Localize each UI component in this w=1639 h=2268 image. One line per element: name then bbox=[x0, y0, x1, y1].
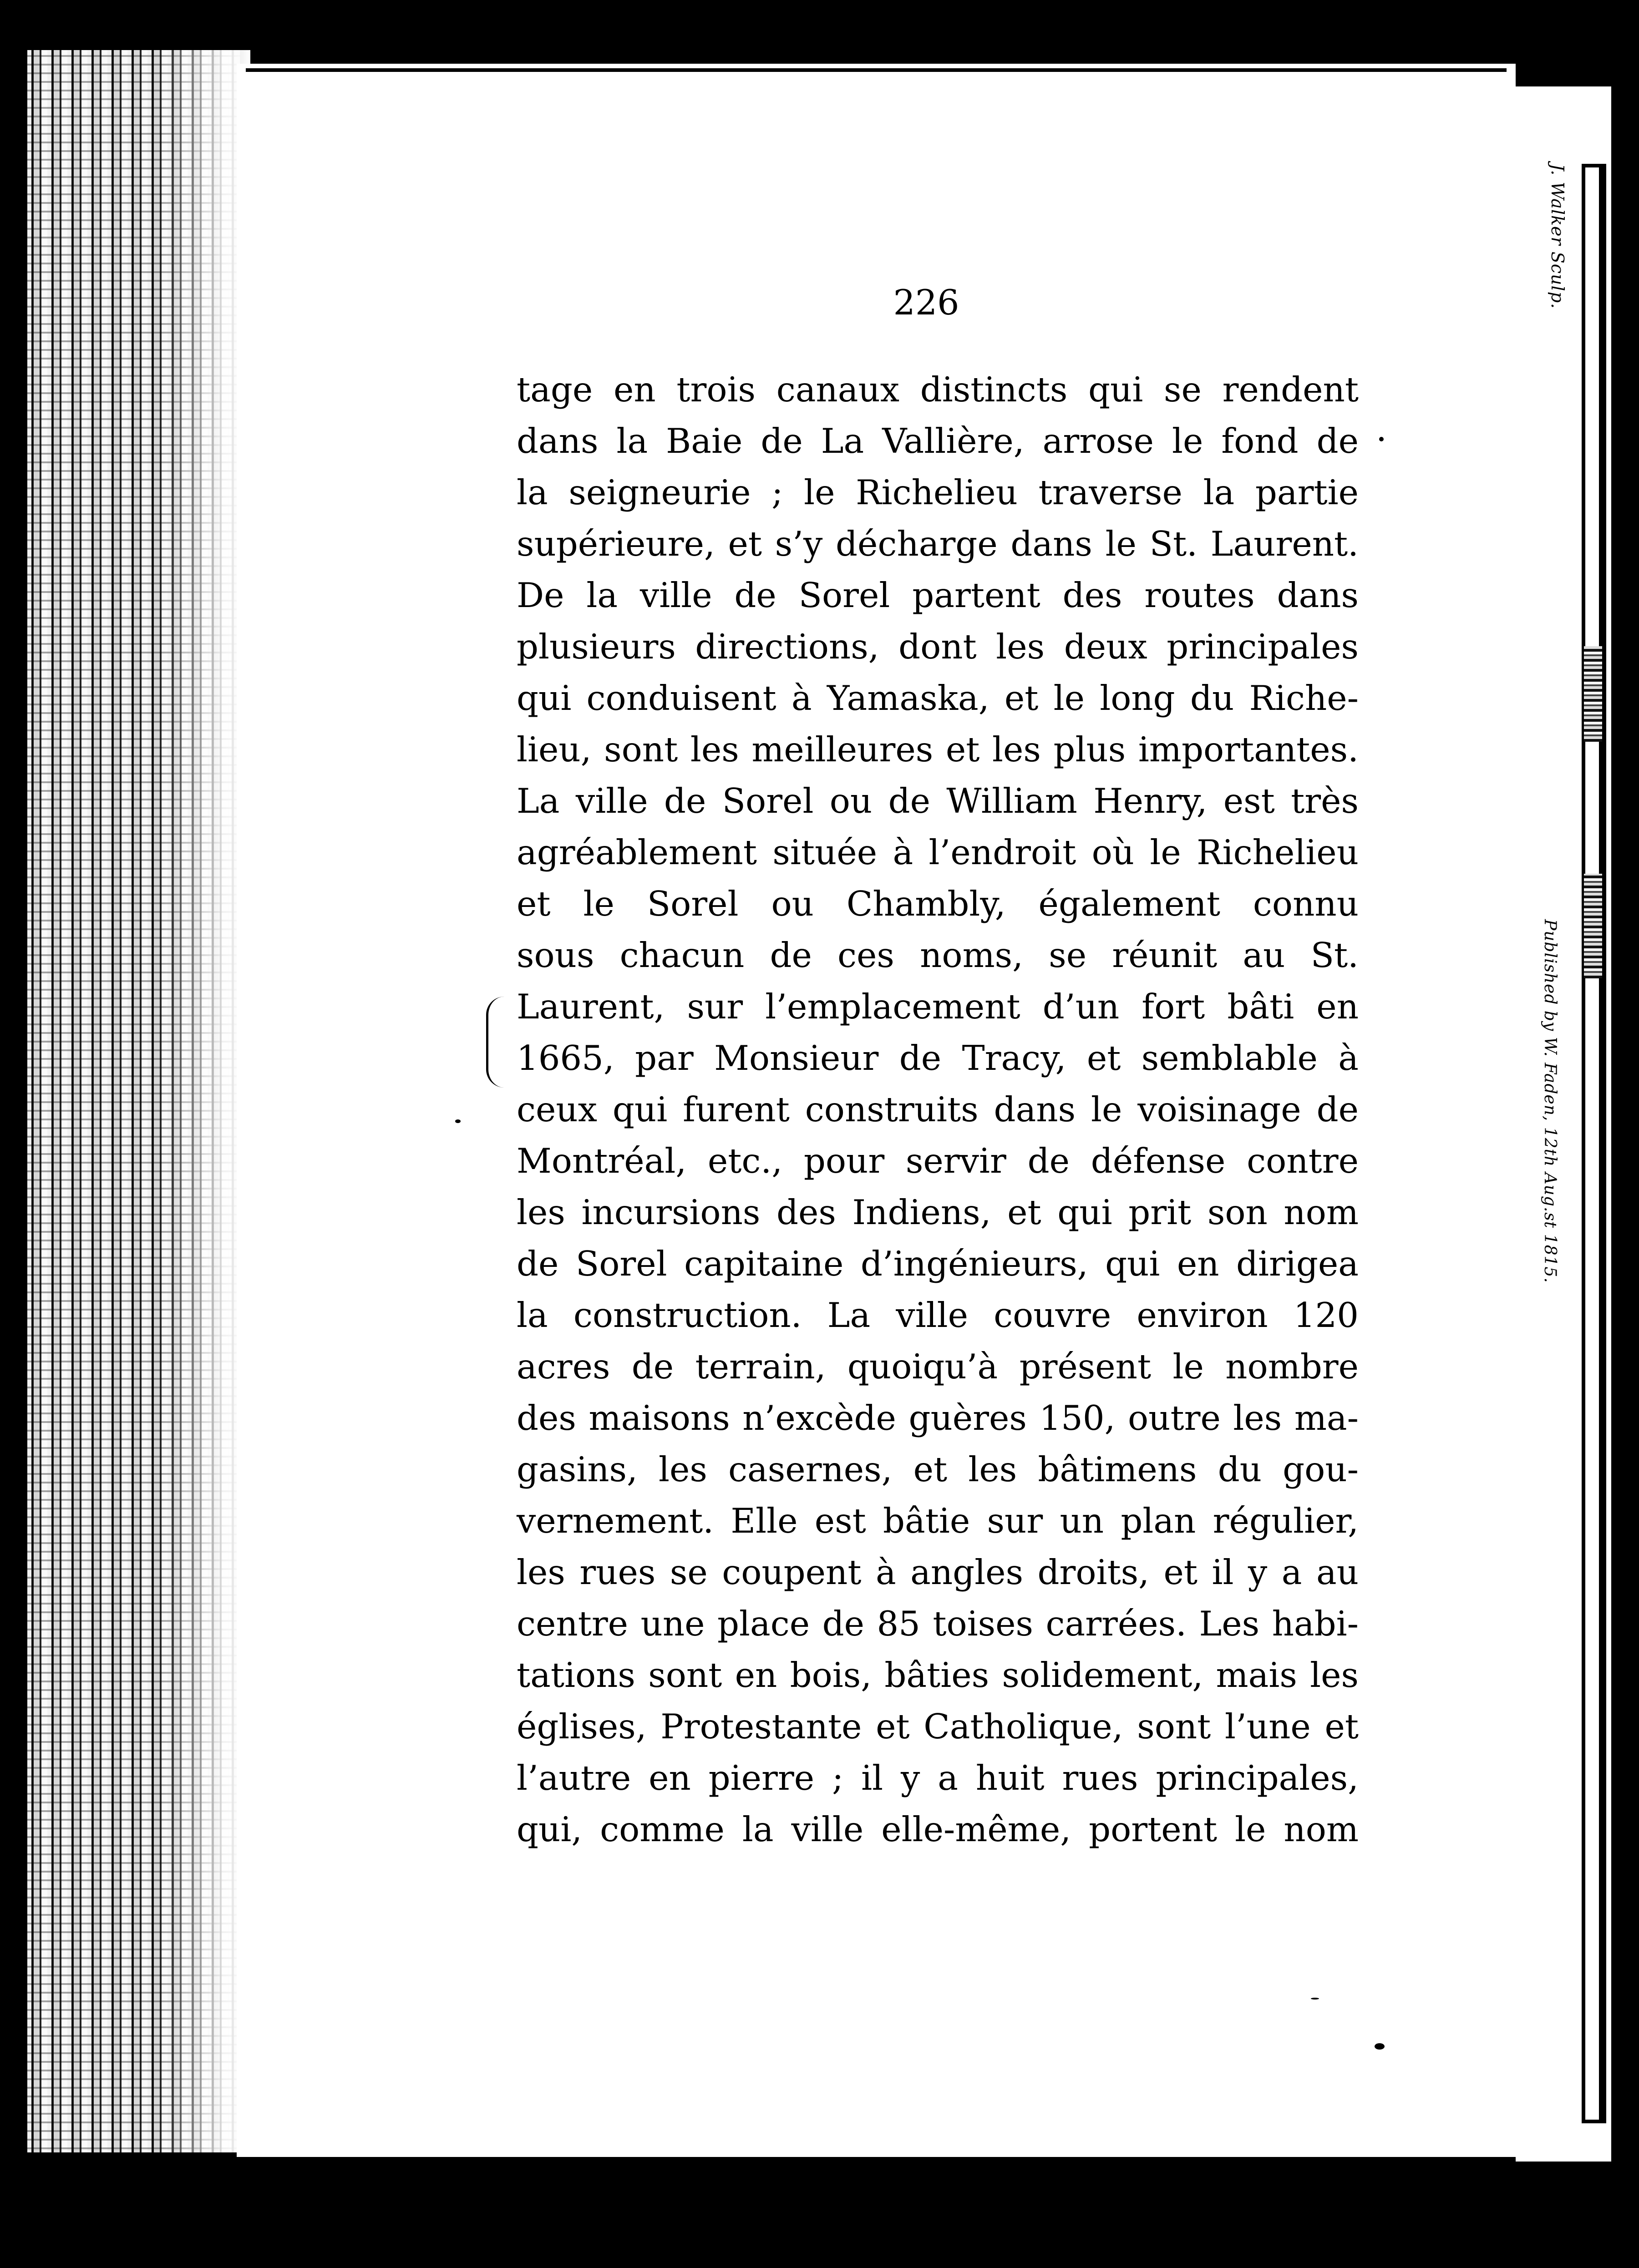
text-line: de Sorel capitaine d’ingénieurs, qui en dirigea bbox=[517, 1244, 1359, 1284]
text-line: sous chacun de ces noms, se réunit au St. bbox=[517, 935, 1359, 975]
text-line: tations sont en bois, bâties solidement, mais les bbox=[517, 1655, 1359, 1695]
scan-speck bbox=[455, 1119, 461, 1123]
text-line: les rues se coupent à angles droits, et il y a au bbox=[517, 1552, 1359, 1592]
text-line: les incursions des Indiens, et qui prit son nom bbox=[517, 1192, 1359, 1232]
scan-speck bbox=[1311, 1998, 1319, 2000]
text-line: gasins, les casernes, et les bâtimens du gou- bbox=[517, 1449, 1359, 1489]
text-line: De la ville de Sorel partent des routes dans bbox=[517, 575, 1359, 615]
text-line: 1665, par Monsieur de Tracy, et semblable à bbox=[517, 1038, 1359, 1078]
body-text bbox=[517, 364, 1359, 1855]
publisher-credit: Published by W. Faden, 12th Aug.st 1815. bbox=[1541, 919, 1559, 1283]
text-line: qui, comme la ville elle-même, portent le nom bbox=[517, 1809, 1359, 1849]
engraver-credit: J. Walker Sculp. bbox=[1548, 164, 1568, 309]
scan-speck bbox=[1379, 437, 1384, 441]
page-number: 226 bbox=[893, 282, 959, 323]
text-line: agréablement située à l’endroit où le Richelieu bbox=[517, 832, 1359, 872]
plate-border bbox=[1582, 164, 1606, 2123]
text-line: centre une place de 85 toises carrées. Les habi- bbox=[517, 1604, 1359, 1644]
margin-pencil-mark bbox=[486, 997, 507, 1088]
text-line: et le Sorel ou Chambly, également connu bbox=[517, 884, 1359, 924]
text-line: ceux qui furent construits dans le voisinage de bbox=[517, 1089, 1359, 1129]
text-line: des maisons n’excède guères 150, outre les ma- bbox=[517, 1398, 1359, 1438]
text-line: Laurent, sur l’emplacement d’un fort bâti en bbox=[517, 987, 1359, 1027]
text-line: dans la Baie de La Vallière, arrose le fond de bbox=[517, 421, 1359, 461]
plate-engraving-fragment bbox=[1584, 874, 1602, 978]
text-line: églises, Protestante et Catholique, sont l’une et bbox=[517, 1706, 1359, 1747]
text-line: lieu, sont les meilleures et les plus importantes. bbox=[517, 729, 1359, 770]
text-line: vernement. Elle est bâtie sur un plan régulier, bbox=[517, 1501, 1359, 1541]
text-line: acres de terrain, quoiqu’à présent le nombre bbox=[517, 1347, 1359, 1387]
text-line: la construction. La ville couvre environ 120 bbox=[517, 1295, 1359, 1335]
text-line: La ville de Sorel ou de William Henry, est très bbox=[517, 781, 1359, 821]
text-line: tage en trois canaux distincts qui se rendent bbox=[517, 370, 1359, 410]
text-line: la seigneurie ; le Richelieu traverse la partie bbox=[517, 472, 1359, 512]
page-top-edge bbox=[246, 68, 1507, 72]
plate-engraving-fragment bbox=[1584, 646, 1602, 742]
text-line: supérieure, et s’y décharge dans le St. Laurent. bbox=[517, 524, 1359, 564]
text-line: Montréal, etc., pour servir de défense contre bbox=[517, 1141, 1359, 1181]
text-line: plusieurs directions, dont les deux principales bbox=[517, 627, 1359, 667]
scan-speck bbox=[1375, 2043, 1385, 2050]
text-line: qui conduisent à Yamaska, et le long du Riche- bbox=[517, 678, 1359, 718]
text-line: l’autre en pierre ; il y a huit rues principales, bbox=[517, 1758, 1359, 1798]
